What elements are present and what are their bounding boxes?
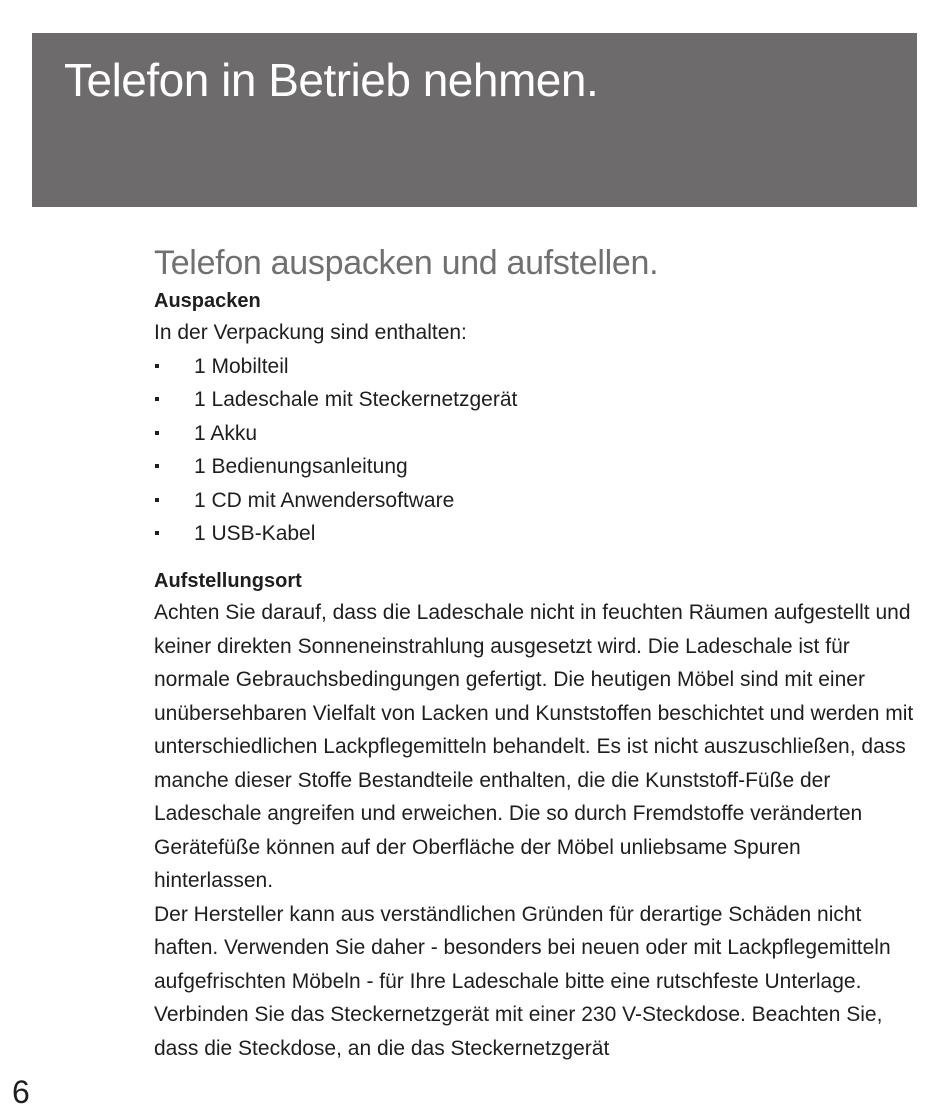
- list-item-text: 1 Bedienungsanleitung: [194, 455, 408, 479]
- section-spacer: [154, 550, 914, 566]
- list-item-text: 1 Ladeschale mit Steckernetzgerät: [194, 388, 518, 412]
- bullet-icon: [155, 397, 159, 401]
- list-item: [154, 484, 914, 517]
- placement-paragraph: Achten Sie darauf, dass die Ladeschale nicht in feuchten Räumen aufgestellt und keiner direkten Sonneneinstrahlung ausgesetzt wird. Die Ladeschale ist für normale Gebrauchsbedingungen gefertigt. Die heutigen Möbel sind mit einer unübersehbaren Vielfalt von Lacken und Kunststoffen beschichtet und werden mit unterschiedlichen Lackpflegemitteln behandelt. Es ist nicht auszuschließen, dass manche dieser Stoffe Bestandteile enthalten, die die Kunststoff-Füße der Ladeschale angreifen und erweichen. Die so durch Fremdstoffe veränderten Gerätefüße können auf der Oberfläche der Möbel unliebsame Spuren hinterlassen.: [154, 601, 914, 893]
- placement-paragraph: Der Hersteller kann aus verständlichen Gründen für derartige Schäden nicht haften. Verwenden Sie daher - besonders bei neuen oder mit Lackpflegemitteln aufgefrischten Möbeln - für Ihre Ladeschale bitte eine rutschfeste Unterlage. Verbinden Sie das Steckernetzgerät mit einer 230 V-Steckdose. Beachten Sie, dass die Steckdose, an die das Steckernetzgerät: [154, 902, 891, 1060]
- bullet-icon: [155, 364, 159, 368]
- list-item: [154, 350, 914, 383]
- placement-heading: Aufstellungsort: [154, 570, 302, 593]
- package-contents-list: [154, 350, 914, 550]
- bullet-icon: [155, 531, 159, 535]
- unpacking-heading: Auspacken: [154, 290, 261, 312]
- unpacking-intro: In der Verpackung sind enthalten:: [154, 321, 467, 344]
- bullet-icon: [155, 498, 159, 502]
- list-item: [154, 417, 914, 450]
- page-number: 6: [12, 1074, 30, 1110]
- list-item-text: 1 CD mit Anwendersoftware: [194, 488, 455, 512]
- list-item-text: 1 Mobilteil: [194, 355, 289, 378]
- bullet-icon: [155, 431, 159, 435]
- chapter-title: Telefon in Betrieb nehmen.: [64, 54, 599, 106]
- chapter-header-band: [32, 33, 917, 207]
- list-item: [154, 517, 914, 550]
- list-item: [154, 450, 914, 483]
- section-title: Telefon auspacken und aufstellen.: [154, 244, 659, 282]
- bullet-icon: [155, 464, 159, 468]
- page-content: [154, 240, 914, 1065]
- list-item-text: 1 USB-Kabel: [194, 522, 316, 546]
- list-item: [154, 383, 914, 416]
- list-item-text: 1 Akku: [194, 421, 258, 445]
